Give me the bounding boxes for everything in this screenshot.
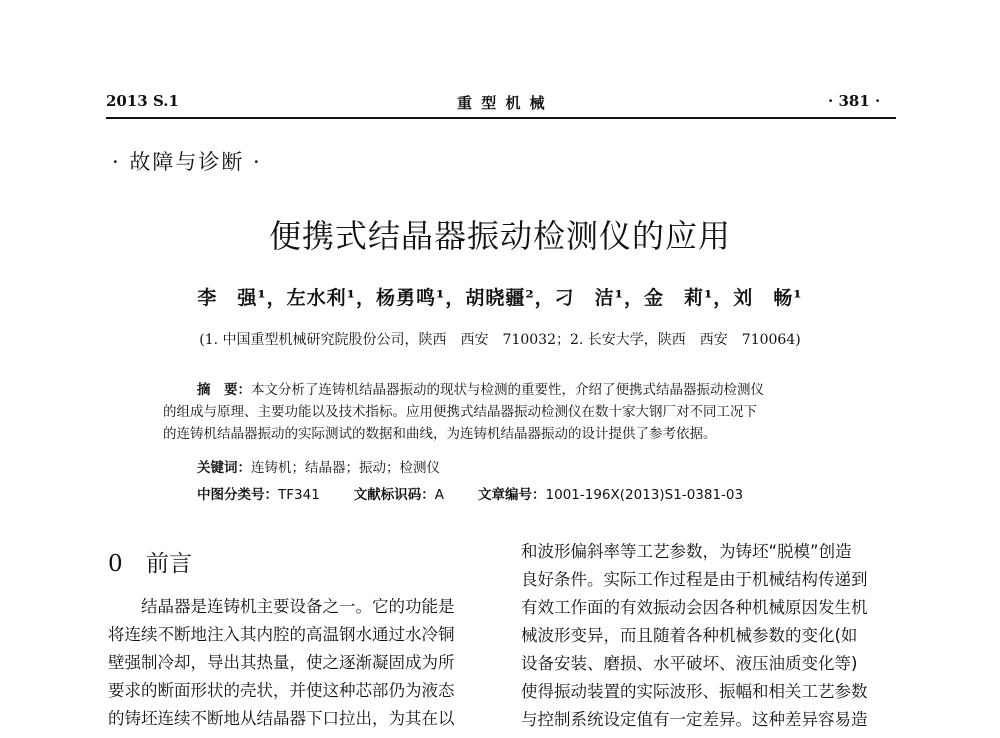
body-line: 和波形偏斜率等工艺参数，为铸坯“脱模”创造 <box>521 542 852 561</box>
clc-value: TF341 <box>278 487 320 503</box>
keywords-label: 关键词： <box>197 460 251 476</box>
article-number-value: 1001-196X(2013)S1-0381-03 <box>545 487 744 503</box>
body-line: 械波形变异，而且随着各种机械参数的变化(如 <box>521 626 858 645</box>
abstract-line-2: 的组成与原理、主要功能以及技术指标。应用便携式结晶器振动检测仪在数十家大钢厂对不同工况下 <box>163 404 757 420</box>
doc-code-label: 文献标识码： <box>353 487 435 503</box>
running-header-page-number: · 381 · <box>828 92 881 110</box>
header-rule <box>106 117 896 119</box>
body-line: 结晶器是连铸机主要设备之一。它的功能是 <box>141 597 455 616</box>
section-heading-introduction <box>108 545 192 578</box>
body-line: 壁强制冷却，导出其热量，使之逐渐凝固成为所 <box>108 653 455 672</box>
body-line: 与控制系统设定值有一定差异。这种差异容易造 <box>521 710 868 729</box>
section-category-label: · 故障与诊断 · <box>112 150 262 174</box>
abstract-line-1 <box>197 379 764 401</box>
abstract-text-1: 本文分析了连铸机结晶器振动的现状与检测的重要性，介绍了便携式结晶器振动检测仪 <box>251 382 764 398</box>
section-title: 前言 <box>146 551 192 577</box>
body-line: 设备安装、磨损、水平破坏、液压油质变化等) <box>521 654 858 673</box>
doc-code-value: A <box>434 487 445 503</box>
paper-title: 便携式结晶器振动检测仪的应用 <box>268 217 731 255</box>
body-line: 良好条件。实际工作过程是由于机械结构传递到 <box>521 570 868 589</box>
section-number: 0 <box>108 551 123 577</box>
author-list: 李 强¹，左水利¹，杨勇鸣¹，胡晓疆²，刁 洁¹，金 莉¹，刘 畅¹ <box>197 287 803 309</box>
left-column-body <box>108 593 486 733</box>
article-number-label: 文章编号： <box>478 487 546 503</box>
affiliations: (1. 中国重型机械研究院股份公司，陕西 西安 710032；2. 长安大学，陕西 西安 710064) <box>199 332 801 348</box>
body-line: 有效工作面的有效振动会因各种机械原因发生机 <box>521 598 868 617</box>
keywords-text: 连铸机；结晶器；振动；检测仪 <box>251 460 440 476</box>
abstract-line-3: 的连铸机结晶器振动的实际测试的数据和曲线，为连铸机结晶器振动的设计提供了参考依据。 <box>163 426 717 442</box>
keywords <box>197 457 440 479</box>
right-column-body <box>521 538 897 734</box>
body-line: 使得振动装置的实际波形、振幅和相关工艺参数 <box>521 682 868 701</box>
classification-line <box>197 484 743 506</box>
running-header-issue: 2013 S.1 <box>106 92 179 110</box>
clc-label: 中图分类号： <box>197 487 278 503</box>
body-line: 将连续不断地注入其内腔的高温钢水通过水冷铜 <box>108 625 455 644</box>
body-line: 的铸坯连续不断地从结晶器下口拉出，为其在以 <box>108 709 455 728</box>
running-header-journal: 重 型 机 械 <box>457 94 547 112</box>
body-line: 要求的断面形状的壳状，并使这种芯部仍为液态 <box>108 681 455 700</box>
abstract-label: 摘 要： <box>197 382 251 398</box>
